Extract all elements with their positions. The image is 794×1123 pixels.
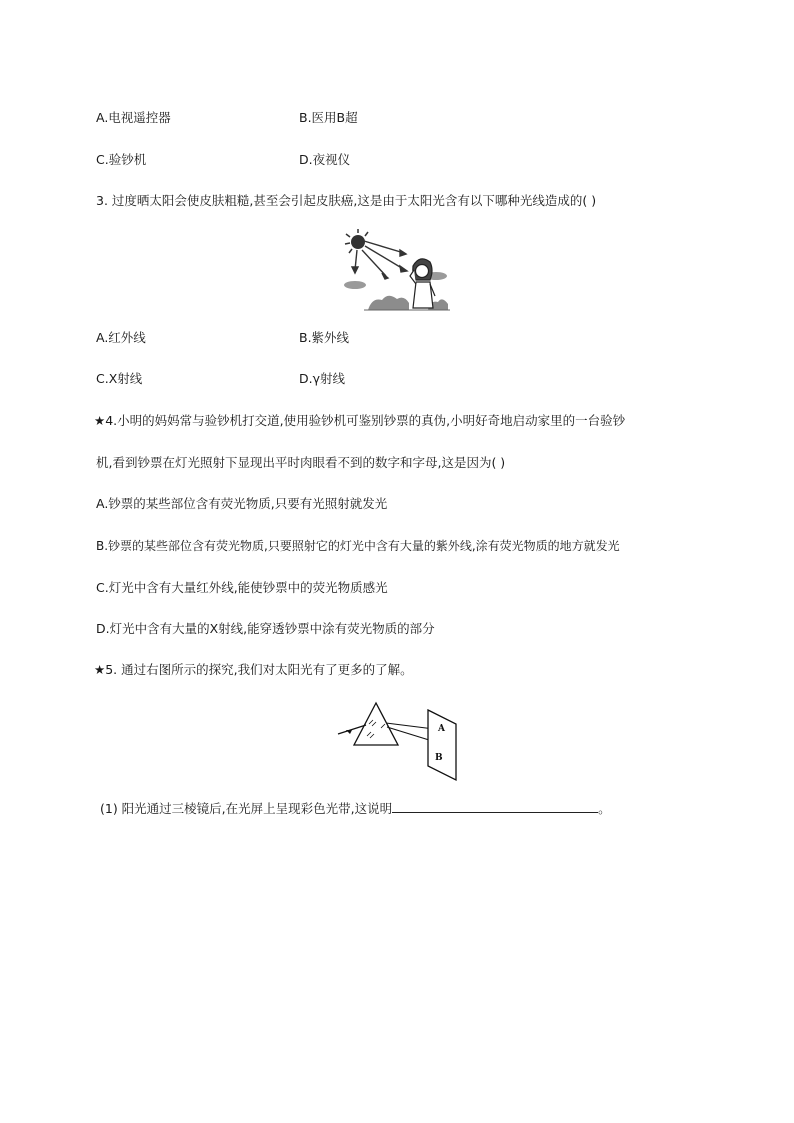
q2-option-b: B.医用B超	[299, 110, 358, 125]
girl-figure	[410, 259, 435, 308]
q4-option-c: C.灯光中含有大量红外线,能使钞票中的荧光物质感光	[96, 580, 388, 595]
q2-option-a: A.电视遥控器	[96, 110, 171, 125]
q5-subquestion-1	[100, 800, 611, 817]
screen-icon	[428, 710, 456, 780]
q3-option-c: C.X射线	[96, 371, 143, 386]
q2-option-c: C.验钞机	[96, 152, 147, 167]
q5-stem: ★5. 通过右图所示的探究,我们对太阳光有了更多的了解。	[94, 662, 413, 677]
q5-sub1-prefix: (1) 阳光通过三棱镜后,在光屏上呈现彩色光带,这说明	[100, 801, 393, 816]
q4-option-a: A.钞票的某些部位含有荧光物质,只要有光照射就发光	[96, 496, 388, 511]
q4-stem-line-2: 机,看到钞票在灯光照射下显现出平时肉眼看不到的数字和字母,这是因为( )	[96, 455, 506, 470]
q2-options-row-1	[96, 110, 358, 126]
sunbathing-illustration	[340, 226, 452, 314]
q2-option-d: D.夜视仪	[299, 152, 351, 167]
q3-option-b: B.紫外线	[299, 330, 350, 345]
q3-option-d: D.γ射线	[299, 371, 345, 386]
q4-option-b: B.钞票的某些部位含有荧光物质,只要照射它的灯光中含有大量的紫外线,涂有荧光物质的地方就发光	[96, 539, 620, 553]
q2-options-row-2	[96, 152, 351, 168]
q3-option-a: A.红外线	[96, 330, 146, 345]
q4-option-d: D.灯光中含有大量的X射线,能穿透钞票中涂有荧光物质的部分	[96, 621, 435, 636]
q3-options-row-1	[96, 330, 350, 346]
q5-sub1-suffix: 。	[598, 801, 611, 816]
figure-label-b: B	[435, 753, 443, 763]
figure-label-a: A	[438, 724, 445, 734]
q3-stem: 3. 过度晒太阳会使皮肤粗糙,甚至会引起皮肤癌,这是由于太阳光含有以下哪种光线造成的( )	[96, 193, 597, 208]
prism-dispersion-diagram	[336, 700, 466, 782]
q3-options-row-2	[96, 371, 345, 387]
q4-stem-line-1: ★4.小明的妈妈常与验钞机打交道,使用验钞机可鉴别钞票的真伪,小明好奇地启动家里的一台验钞	[94, 413, 626, 428]
q5-sub1-answer-blank[interactable]	[392, 800, 598, 813]
